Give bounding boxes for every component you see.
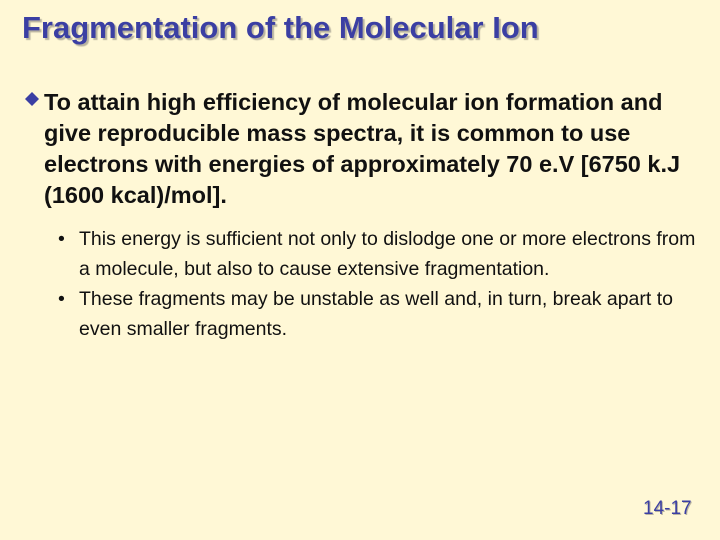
sub-bullet-text: This energy is sufficient not only to dislodge one or more electrons from a molecule, but also to cause extensive fragmentation.: [79, 228, 696, 280]
sub-bullet-item: [56, 284, 706, 344]
sub-bullet-dot: •: [58, 288, 65, 310]
sub-bullet-list: [56, 224, 706, 344]
slide-title: Fragmentation of the Molecular Ion: [22, 10, 539, 45]
sub-bullet-dot: •: [58, 228, 65, 250]
diamond-bullet-icon: [24, 91, 40, 107]
page-number: 14-17: [643, 498, 692, 519]
sub-bullet-text: These fragments may be unstable as well and, in turn, break apart to even smaller fragments.: [79, 288, 673, 340]
main-bullet-text: To attain high efficiency of molecular ion formation and give reproducible mass spectra, it is common to use electrons with energies of approximately 70 e.V [6750 k.J (1600 kcal)/mol].: [44, 89, 681, 208]
sub-bullet-item: [56, 224, 706, 284]
main-bullet: [24, 87, 704, 211]
